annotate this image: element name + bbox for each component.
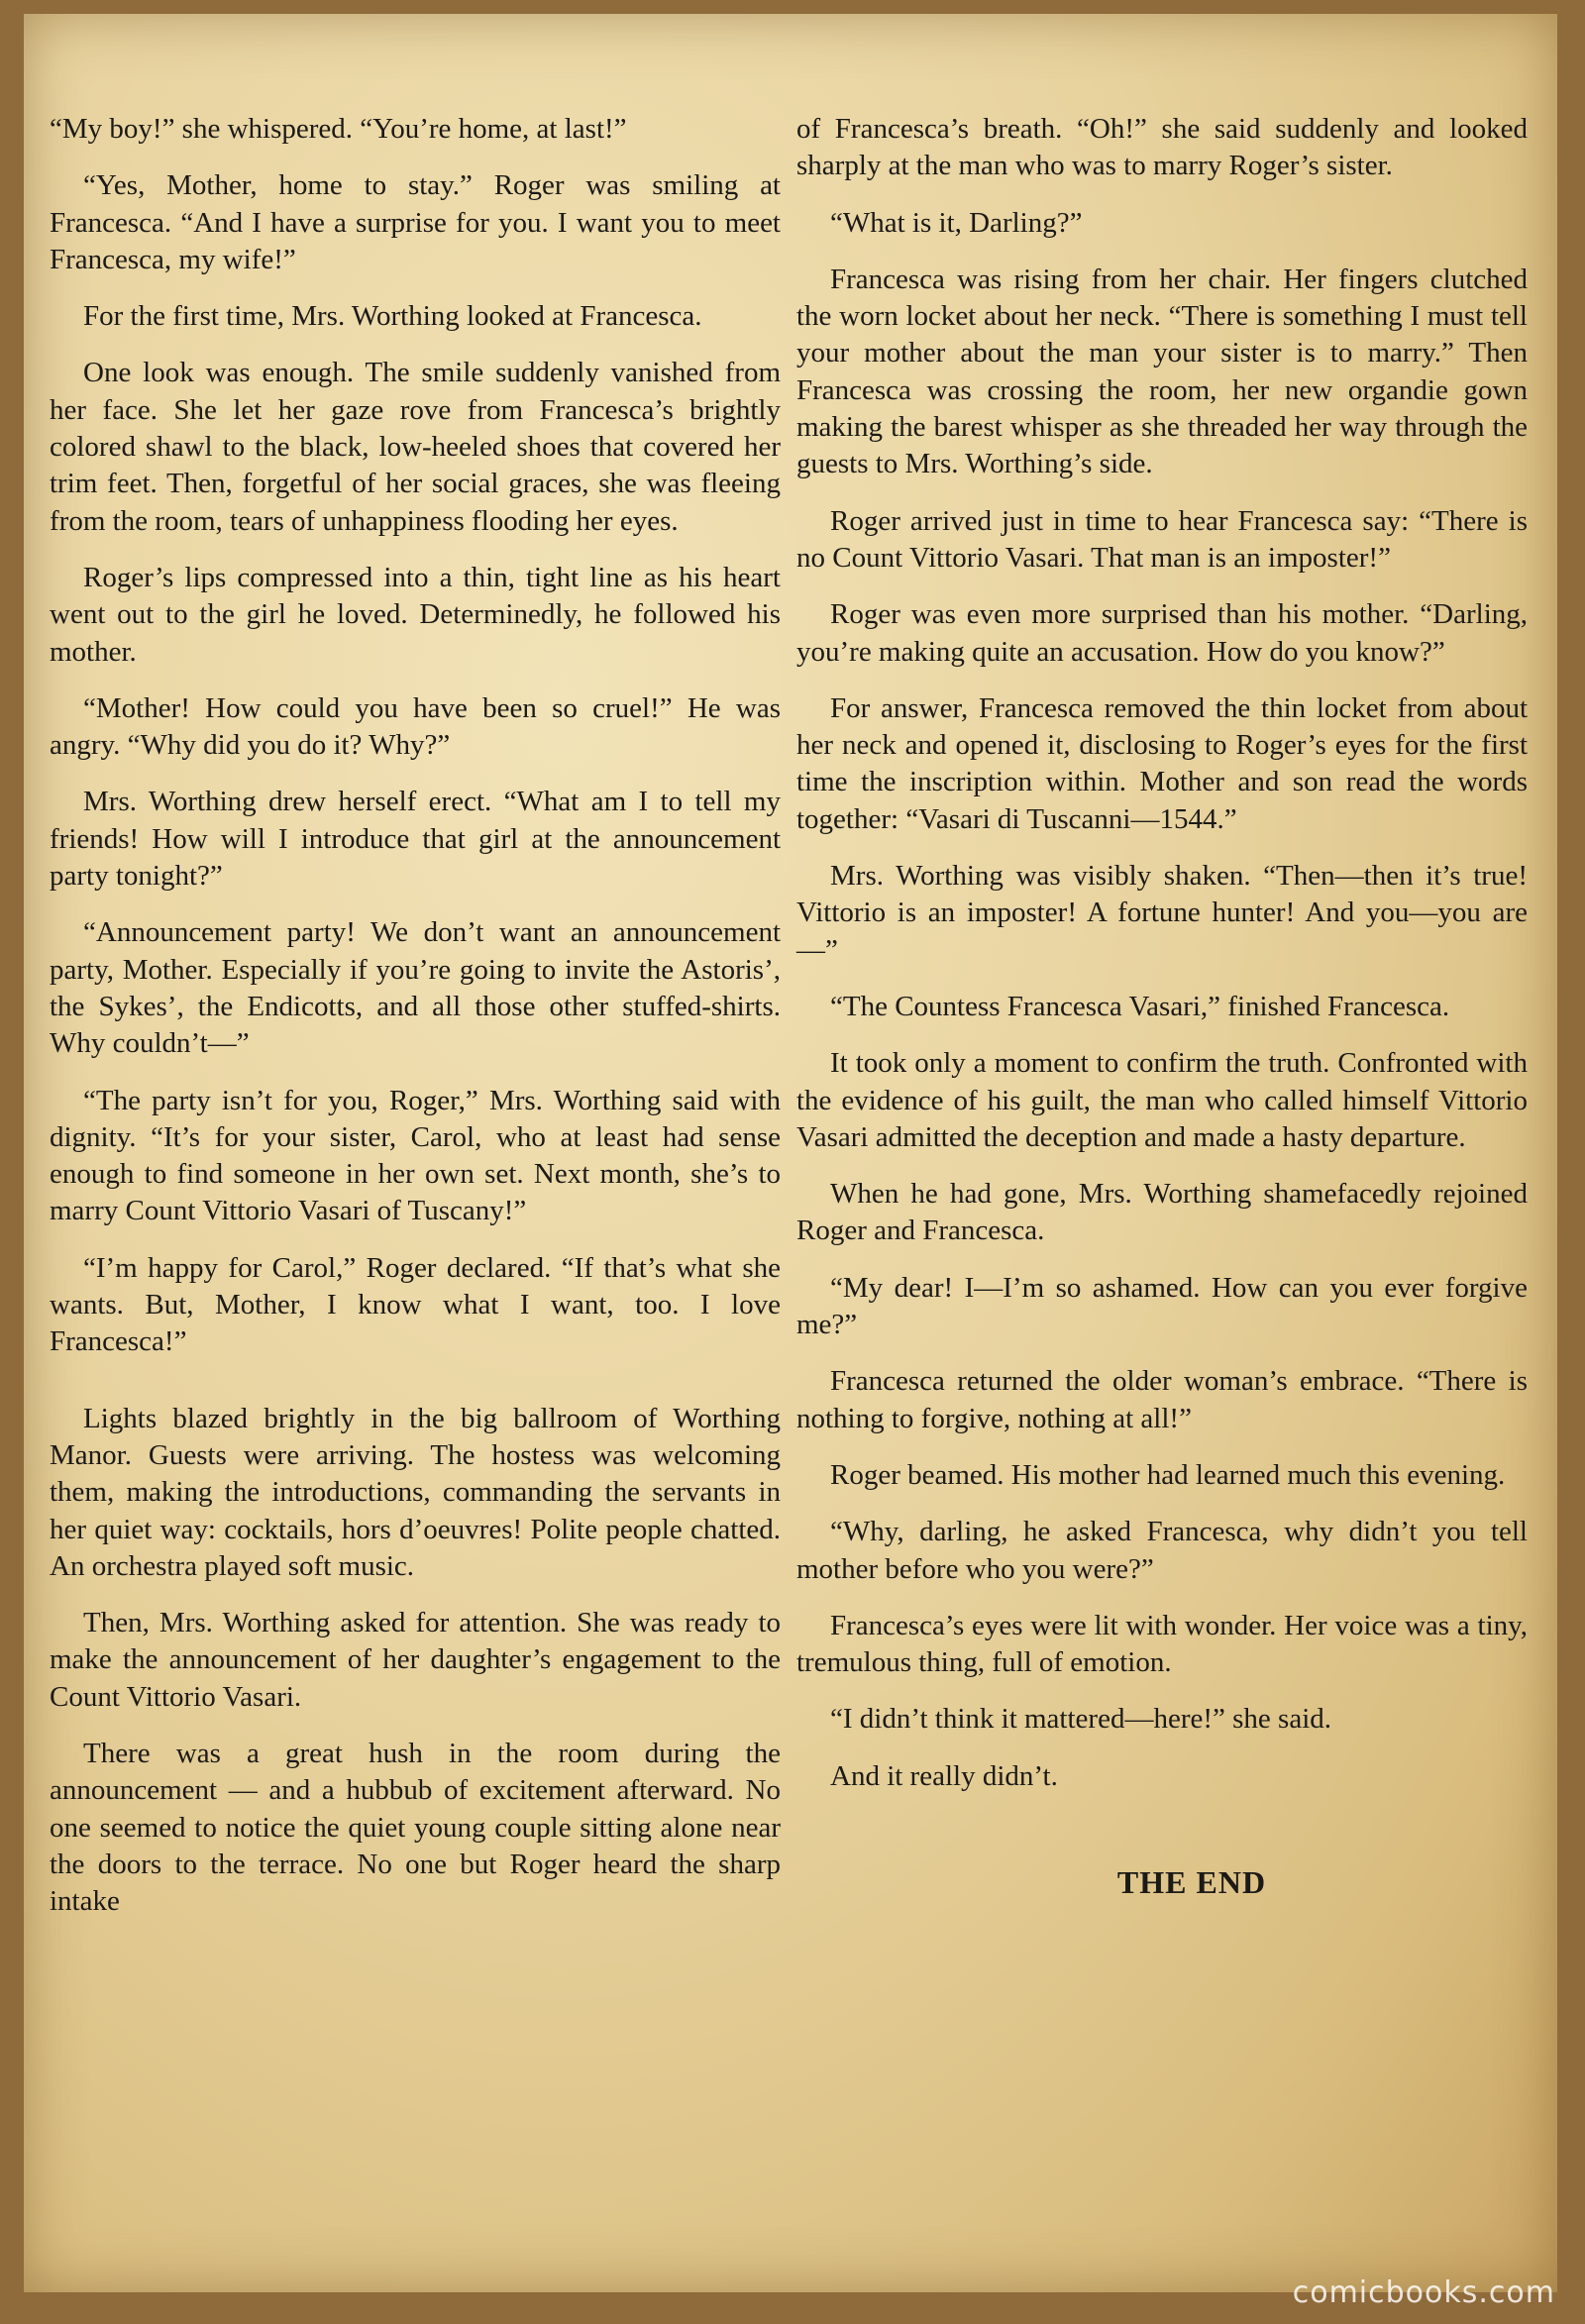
paragraph: “Announcement party! We don’t want an announcement party, Mother. Especially if you’re going to invite the Astoris’, the Sykes’, the Endicotts, and all those other stuffed-shirts. Why couldn’t—” [50,916,781,1060]
paragraph: “I didn’t think it mattered—here!” she said. [830,1703,1331,1736]
paragraph: “My dear! I—I’m so ashamed. How can you ever forgive me?” [796,1271,1528,1341]
paragraph: Mrs. Worthing drew herself erect. “What am I to tell my friends! How will I introduce that girl at the announcement party tonight?” [50,786,781,893]
paragraph: One look was enough. The smile suddenly vanished from her face. She let her gaze rove from Francesca’s brightly colored shawl to the black, low-heeled shoes that covered her trim feet. Then, forgetful of her social graces, she was fleeing from the room, tears of unhappiness flooding her eyes. [50,357,781,537]
paragraph: For answer, Francesca removed the thin locket from about her neck and opened it, disclosing to Roger’s eyes for the first time the inscription within. Mother and son read the words together: “Vasari di Tuscanni—1544.” [796,691,1528,835]
paragraph: “I’m happy for Carol,” Roger declared. “If that’s what she wants. But, Mother, I know what I want, too. I love Francesca!” [50,1251,781,1358]
paragraph: Then, Mrs. Worthing asked for attention. She was ready to make the announcement of her daughter’s engagement to the Count Vittorio Vasari. [50,1607,781,1713]
paragraph: There was a great hush in the room during the announcement — and a hubbub of excitement afterward. No one seemed to notice the quiet young couple sitting alone near the doors to the terrace. No one but Roger heard the sharp intake [50,1737,781,1918]
story-page [24,14,1557,2292]
paragraph: Roger was even more surprised than his mother. “Darling, you’re making quite an accusation. How do you know?” [796,598,1528,668]
paragraph: “The party isn’t for you, Roger,” Mrs. Worthing said with dignity. “It’s for your sister, Carol, who at least had sense enough to find someone in her own set. Next month, she’s to marry Count Vittorio Vasari of Tuscany!” [50,1084,781,1227]
paragraph: Roger arrived just in time to hear Francesca say: “There is no Count Vittorio Vasari. That man is an imposter!” [796,504,1528,574]
paragraph: Francesca returned the older woman’s embrace. “There is nothing to forgive, nothing at all!” [796,1365,1528,1434]
paragraph: Mrs. Worthing was visibly shaken. “Then—then it’s true! Vittorio is an imposter! A fortune hunter! And you—you are—” [796,860,1528,966]
paragraph: “What is it, Darling?” [830,206,1083,239]
paragraph: When he had gone, Mrs. Worthing shamefacedly rejoined Roger and Francesca. [796,1178,1528,1247]
paragraph: Roger’s lips compressed into a thin, tight line as his heart went out to the girl he loved. Determinedly, he followed his mother. [50,561,781,668]
paragraph: of Francesca’s breath. “Oh!” she said suddenly and looked sharply at the man who was to marry Roger’s sister. [796,113,1528,182]
paragraph: “Mother! How could you have been so cruel!” He was angry. “Why did you do it? Why?” [50,691,781,762]
paragraph: Francesca was rising from her chair. Her fingers clutched the worn locket about her neck. “There is something I must tell your mother about the man your sister is to marry.” Then Francesca was crossing the room, her new organdie gown making the barest whisper as she threaded her way through the guests to Mrs. Worthing’s side. [796,263,1528,480]
paragraph: “Yes, Mother, home to stay.” Roger was smiling at Francesca. “And I have a surprise for you. I want you to meet Francesca, my wife!” [50,169,781,275]
paragraph: “Why, darling, he asked Francesca, why didn’t you tell mother before who you were?” [796,1516,1528,1585]
paragraph: “The Countess Francesca Vasari,” finished Francesca. [830,990,1450,1022]
paragraph: Francesca’s eyes were lit with wonder. Her voice was a tiny, tremulous thing, full of emotion. [796,1609,1528,1679]
the-end-heading: THE END [1116,1863,1267,1900]
left-column [50,111,781,1940]
paragraph: Roger beamed. His mother had learned much this evening. [830,1458,1506,1491]
site-watermark: comicbooks.com [1292,2275,1555,2310]
paragraph: It took only a moment to confirm the truth. Confronted with the evidence of his guilt, the man who called himself Vittorio Vasari admitted the deception and made a hasty departure. [796,1047,1528,1153]
right-column [796,111,1528,1901]
paragraph: Lights blazed brightly in the big ballroom of Worthing Manor. Guests were arriving. The hostess was welcoming them, making the introductions, commanding the servants in her quiet way: cocktails, hors d’oeuvres! Polite people chatted. An orchestra played soft music. [50,1402,781,1582]
paragraph: For the first time, Mrs. Worthing looked at Francesca. [83,300,702,333]
paragraph: And it really didn’t. [830,1759,1058,1792]
paragraph: “My boy!” she whispered. “You’re home, at last!” [50,113,627,145]
